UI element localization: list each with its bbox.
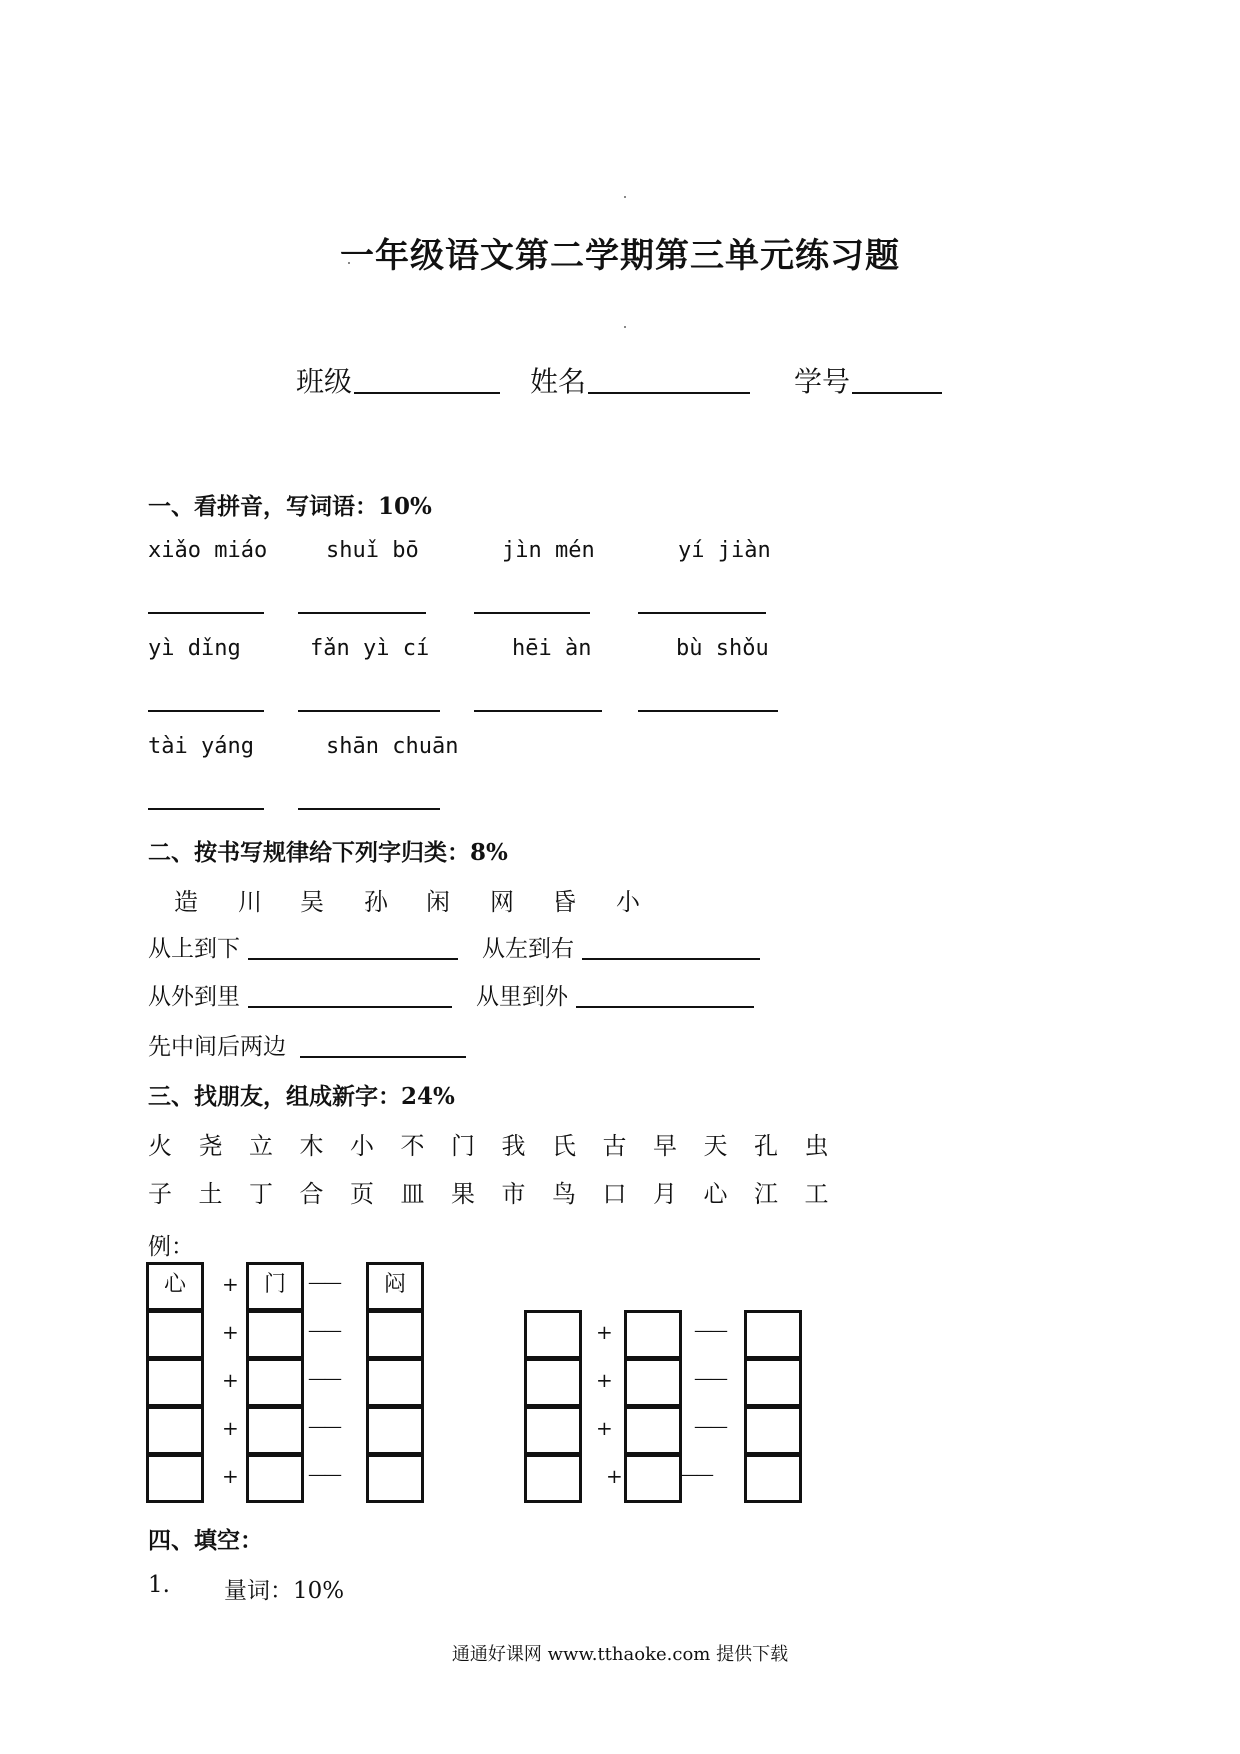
char-item: 果 [451,1180,475,1208]
example-box: 心 [146,1262,204,1311]
category-blank[interactable] [248,1006,452,1008]
id-label: 学号 [794,365,851,398]
char-item: 川 [238,888,262,916]
answer-box[interactable] [246,1358,304,1407]
char-item: 丁 [249,1180,273,1208]
char-item: 月 [653,1180,677,1208]
dash-sign: —— [694,1416,726,1437]
answer-blank[interactable] [298,710,440,712]
pinyin-item: xiǎo miáo [148,538,268,563]
dash-sign: —— [694,1368,726,1389]
answer-blank[interactable] [298,808,440,810]
item-text: 量词：10% [224,1578,345,1604]
plus-sign: + [596,1416,613,1440]
answer-blank[interactable] [148,710,264,712]
page-title: 一年级语文第二学期第三单元练习题 [340,236,900,276]
char-item: 皿 [400,1180,425,1208]
answer-box[interactable] [246,1454,304,1503]
dash-sign: —— [308,1272,340,1293]
section4-heading: 四、填空： [148,1527,263,1554]
pinyin-item: shuǐ bō [326,538,419,563]
item-number: 1. [148,1572,170,1598]
char-item: 尧 [198,1132,223,1160]
answer-box[interactable] [624,1358,682,1407]
char-item: 早 [653,1132,677,1160]
category-label: 从上到下 [148,936,240,962]
char-item: 闲 [426,888,450,916]
dash-sign: —— [308,1320,340,1341]
answer-box[interactable] [366,1310,424,1359]
footer: 通通好课网 www.tthaoke.com 提供下载 [451,1644,789,1665]
char-item: 页 [350,1180,374,1208]
id-blank[interactable] [852,392,942,394]
answer-box[interactable] [744,1310,802,1359]
char-item: 江 [754,1180,778,1208]
plus-sign: + [222,1272,239,1296]
category-blank[interactable] [300,1056,466,1058]
char-item: 门 [451,1132,475,1160]
char-item: 虫 [804,1132,829,1160]
answer-blank[interactable] [638,612,766,614]
answer-box[interactable] [246,1310,304,1359]
char-item: 不 [400,1132,425,1160]
answer-blank[interactable] [298,612,426,614]
example-box: 门 [246,1262,304,1311]
answer-box[interactable] [366,1358,424,1407]
answer-blank[interactable] [638,710,778,712]
plus-sign: + [596,1368,613,1392]
answer-box[interactable] [744,1454,802,1503]
plus-sign: + [606,1464,623,1488]
answer-box[interactable] [524,1310,582,1359]
example-box: 闷 [366,1262,424,1311]
char-item: 木 [299,1132,324,1160]
category-label: 先中间后两边 [148,1034,286,1060]
category-label: 从里到外 [476,984,568,1010]
char-item: 氏 [552,1132,576,1160]
char-item: 合 [299,1180,324,1208]
answer-blank[interactable] [148,808,264,810]
char-item: 我 [501,1132,526,1160]
char-item: 心 [703,1180,728,1208]
answer-box[interactable] [524,1358,582,1407]
dash-sign: —— [308,1464,340,1485]
pinyin-item: hēi àn [512,636,592,661]
name-blank[interactable] [588,392,750,394]
section1-heading: 一、看拼音，写词语：10% [148,493,432,520]
section2-heading: 二、按书写规律给下列字归类：8% [148,839,508,866]
pinyin-item: yì dǐng [148,636,241,661]
char-item: 小 [350,1132,374,1160]
answer-box[interactable] [146,1310,204,1359]
category-blank[interactable] [582,958,760,960]
char-item: 天 [703,1132,728,1160]
answer-box[interactable] [366,1454,424,1503]
category-blank[interactable] [576,1006,754,1008]
char-item: 孙 [364,888,388,916]
answer-box[interactable] [524,1406,582,1455]
char-item: 工 [804,1180,829,1208]
char-item: 孔 [754,1132,778,1160]
char-item: 火 [148,1132,172,1160]
plus-sign: + [596,1320,613,1344]
pinyin-item: bù shǒu [676,636,769,661]
plus-sign: + [222,1368,239,1392]
answer-box[interactable] [624,1454,682,1503]
dash-sign: —— [308,1368,340,1389]
answer-box[interactable] [146,1406,204,1455]
char-item: 造 [174,888,198,916]
category-label: 从左到右 [482,936,574,962]
answer-blank[interactable] [148,612,264,614]
answer-box[interactable] [146,1454,204,1503]
char-item: 古 [602,1132,627,1160]
plus-sign: + [222,1464,239,1488]
char-item: 吴 [300,888,324,916]
char-item: 昏 [552,888,576,916]
pinyin-item: yí jiàn [678,538,771,563]
category-blank[interactable] [248,958,458,960]
char-item: 网 [490,888,514,916]
dash-sign: —— [694,1320,726,1341]
answer-box[interactable] [246,1406,304,1455]
answer-box[interactable] [366,1406,424,1455]
dash-sign: —— [308,1416,340,1437]
char-item: 小 [616,888,640,916]
answer-blank[interactable] [474,612,590,614]
pinyin-item: shān chuān [326,734,459,759]
answer-box[interactable] [744,1406,802,1455]
example-label: 例： [148,1234,194,1260]
answer-blank[interactable] [474,710,602,712]
pinyin-item: tài yáng [148,734,254,759]
plus-sign: + [222,1320,239,1344]
answer-box[interactable] [524,1454,582,1503]
char-item: 市 [501,1180,526,1208]
name-label: 姓名 [530,365,587,398]
char-item: 立 [249,1132,273,1160]
answer-box[interactable] [624,1406,682,1455]
answer-box[interactable] [146,1358,204,1407]
category-label: 从外到里 [148,984,240,1010]
answer-box[interactable] [624,1310,682,1359]
plus-sign: + [222,1416,239,1440]
class-blank[interactable] [354,392,500,394]
char-item: 子 [148,1180,172,1208]
pinyin-item: fǎn yì cí [310,636,430,661]
section3-heading: 三、找朋友，组成新字：24% [148,1083,455,1110]
pinyin-item: jìn mén [502,538,595,563]
class-label: 班级 [296,365,353,398]
answer-box[interactable] [744,1358,802,1407]
char-item: 口 [602,1180,627,1208]
dash-sign: —— [680,1464,712,1485]
char-item: 土 [198,1180,223,1208]
char-item: 鸟 [552,1180,576,1208]
